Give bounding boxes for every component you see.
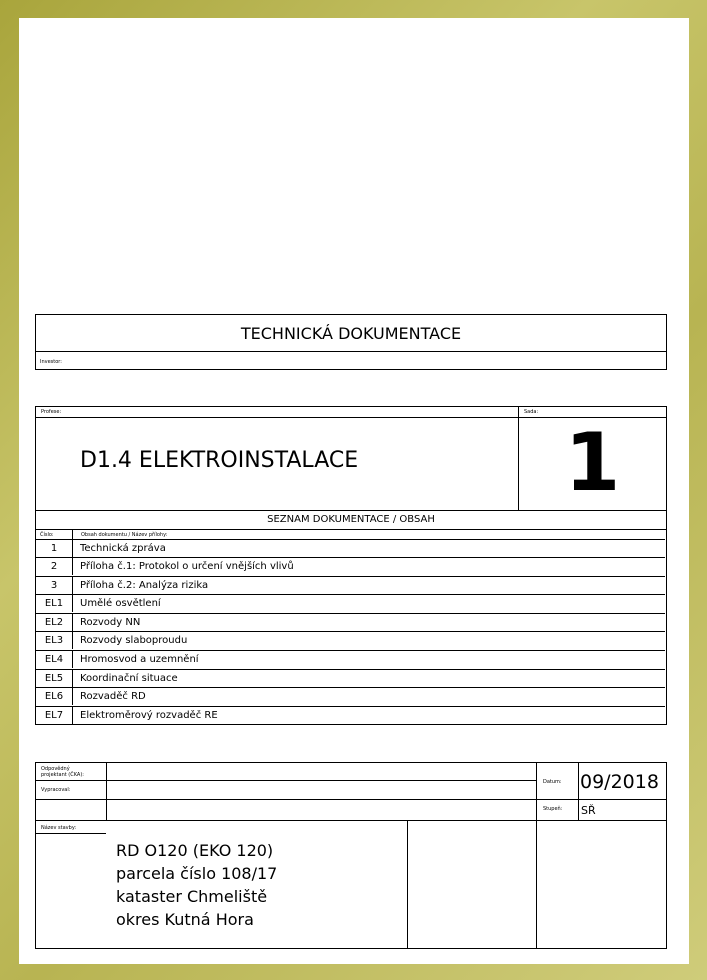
profession-name: D1.4 ELEKTROINSTALACE	[80, 448, 359, 473]
row-name: Příloha č.1: Protokol o určení vnějších vlivů	[80, 561, 294, 572]
table-row	[36, 594, 665, 612]
table-row	[36, 687, 665, 705]
row-name: Elektroměrový rozvaděč RE	[80, 710, 218, 721]
row-name: Hromosvod a uzemnění	[80, 654, 199, 665]
prepared-label: Vypracoval:	[41, 787, 71, 793]
row-number: EL5	[44, 673, 64, 684]
table-row	[36, 631, 665, 649]
row-number: 2	[50, 561, 58, 572]
building-line: RD O120 (EKO 120)	[116, 841, 274, 860]
building-name	[116, 839, 277, 931]
row-name: Příloha č.2: Analýza rizika	[80, 580, 209, 591]
date-value: 09/2018	[580, 771, 659, 793]
table-row	[36, 576, 665, 594]
table-row	[36, 613, 665, 631]
row-number: EL4	[44, 654, 64, 665]
responsible-label-line1: Odpovědný	[41, 766, 70, 772]
contents-title: SEZNAM DOKUMENTACE / OBSAH	[267, 514, 435, 525]
profese-label: Profese:	[41, 409, 62, 415]
building-line: parcela číslo 108/17	[116, 864, 278, 883]
row-number: EL7	[44, 710, 64, 721]
row-number: EL1	[44, 598, 64, 609]
row-name: Koordinační situace	[80, 673, 178, 684]
row-number: 3	[50, 580, 58, 591]
row-number: EL6	[44, 691, 64, 702]
col-number-label: Číslo:	[40, 532, 54, 538]
title-block	[35, 762, 667, 949]
table-row	[36, 650, 665, 668]
row-number: EL2	[44, 617, 64, 628]
row-name: Rozvaděč RD	[80, 691, 146, 702]
row-name: Rozvody slaboproudu	[80, 635, 188, 646]
row-number: 1	[50, 543, 58, 554]
row-name: Rozvody NN	[80, 617, 141, 628]
table-row	[36, 706, 665, 724]
table-row	[36, 669, 665, 687]
date-label: Datum:	[543, 779, 562, 785]
contents-table	[36, 539, 666, 725]
building-label: Název stavby:	[41, 825, 77, 831]
document-title: TECHNICKÁ DOKUMENTACE	[240, 324, 462, 343]
building-line: okres Kutná Hora	[116, 910, 254, 929]
investor-label: Investor:	[40, 359, 62, 365]
col-name-label: Obsah dokumentu / Název přílohy:	[81, 532, 168, 538]
row-name: Umělé osvětlení	[80, 598, 161, 609]
sada-label: Sada:	[524, 409, 539, 415]
table-row	[36, 557, 665, 575]
header-block	[35, 314, 667, 370]
row-name: Technická zpráva	[80, 543, 166, 554]
row-number: EL3	[44, 635, 64, 646]
stage-value: SŘ	[581, 804, 596, 817]
table-row	[36, 539, 665, 557]
profession-block	[35, 406, 667, 725]
responsible-label-line2: projektant (ČKA):	[41, 772, 84, 778]
stage-label: Stupeň:	[543, 806, 563, 812]
set-number: 1	[564, 416, 621, 509]
building-line: kataster Chmeliště	[116, 887, 268, 906]
